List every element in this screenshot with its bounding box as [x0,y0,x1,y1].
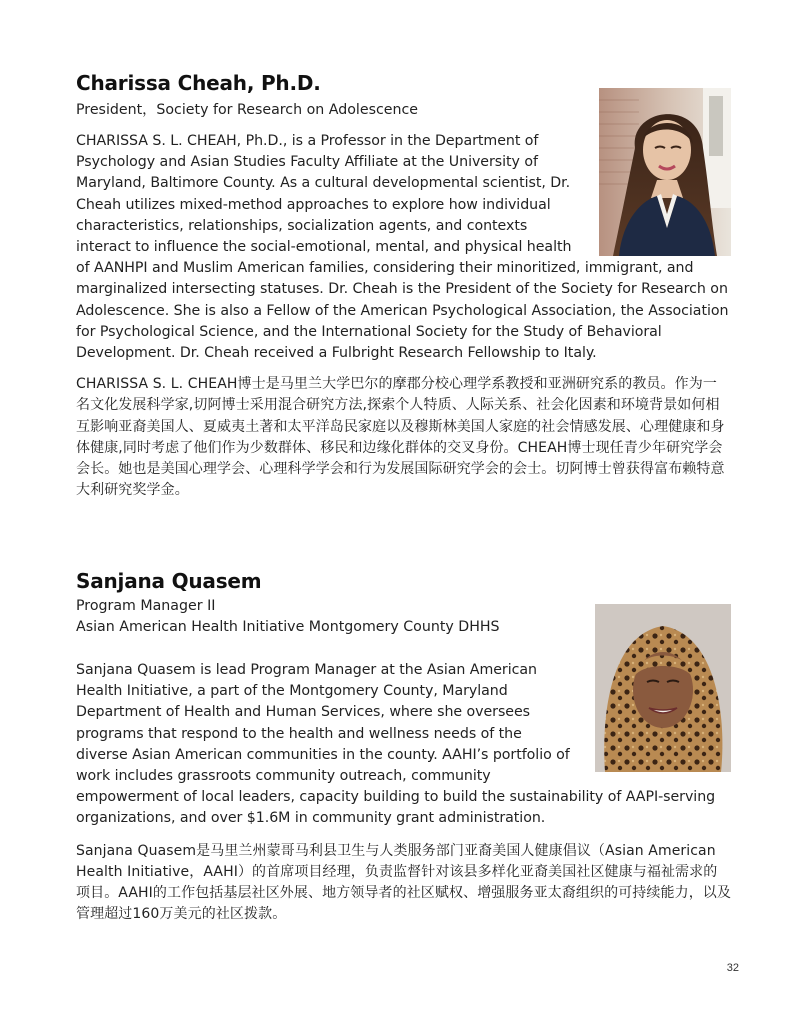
profile-name: Sanjana Quasem [76,569,262,593]
portrait-photo [595,604,731,772]
charissa-portrait-image [599,88,731,256]
portrait-photo [599,88,731,256]
profile-title: President，Society for Research on Adolescence [76,102,419,118]
profile-bio-block [76,131,731,364]
profile-charissa-cheah [76,70,731,501]
profile-bio-english: Sanjana Quasem is lead Program Manager at the Asian American Health Initiative, a part of the Montgomery County, Maryland Department of Health and Human Services, where she oversees programs that respond to the health and wellness needs of the diverse Asian American communities in the county. AAHI’s portfolio of work includes grassroots community outreach, community empowerment of local leaders, capacity building to build the sustainability of AAPI-serving organizations, and over $1.6M in community grant administration. [76,662,716,827]
profile-bio-block [76,660,731,830]
profile-bio-chinese: Sanjana Quasem是马里兰州蒙哥马利县卫生与人类服务部门亚裔美国人健康倡议（Asian American Health Initiative，AAHI）的首席项目经理，负责监督针对该县多样化亚裔美国社区健康与福祉需求的项目。AAHI的工作包括基层社区外展、地方领导者的社区赋权、增强服务亚太裔组织的可持续能力，以及管理超过160万美元的社区拨款。 [76,842,731,923]
profile-title: Program Manager II [76,598,216,614]
page-number: 32 [726,962,739,974]
profile-sanjana-quasem [76,568,731,925]
sanjana-portrait-image [595,604,731,772]
profile-organization: Asian American Health Initiative Montgomery County DHHS [76,619,500,635]
profile-bio-english: CHARISSA S. L. CHEAH, Ph.D., is a Professor in the Department of Psychology and Asian Studies Faculty Affiliate at the University of Maryland, Baltimore County. As a cultural developmental scientist, Dr. Cheah utilizes mixed-method approaches to explore how individual characteristics, relationships, socialization agents, and contexts interact to influence the social-emotional, mental, and physical health of AANHPI and Muslim American families, considering their minoritized, immigrant, and marginalized intersecting statuses. Dr. Cheah is the President of the Society for Research on Adolescence. She is also a Fellow of the American Psychological Association, the Association for Psychological Science, and the International Society for the Study of Behavioral Development. Dr. Cheah received a Fulbright Research Fellowship to Italy. [76,133,729,362]
profile-name: Charissa Cheah, Ph.D. [76,71,321,95]
profile-bio-chinese: CHARISSA S. L. CHEAH博士是马里兰大学巴尔的摩郡分校心理学系教授和亚洲研究系的教员。作为一名文化发展科学家,切阿博士采用混合研究方法,探索个人特质、人际关系、社会化因素和环境背景如何相互影响亚裔美国人、夏威夷土著和太平洋岛民家庭以及穆斯林美国人家庭的社会情感发展、心理健康和身体健康,同时考虑了他们作为少数群体、移民和边缘化群体的交叉身份。CHEAH博士现任青少年研究学会会长。她也是美国心理学会、心理科学学会和行为发展国际研究学会的会士。切阿博士曾获得富布赖特意大利研究奖学金。 [76,376,725,499]
